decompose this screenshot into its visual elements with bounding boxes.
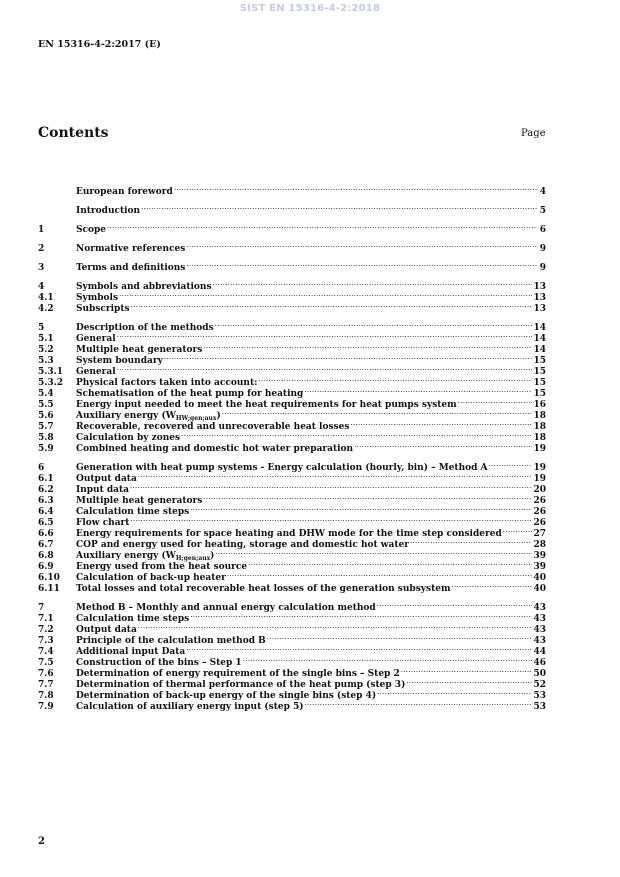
toc-entry-number: 6.9 bbox=[38, 562, 54, 572]
toc-entry-title: Combined heating and domestic hot water preparation bbox=[76, 444, 354, 454]
toc-entry-page: 18 bbox=[533, 433, 546, 443]
toc-entry-page: 14 bbox=[533, 334, 546, 344]
toc-entry-number: 7.1 bbox=[38, 614, 54, 624]
toc-entry-page: 44 bbox=[533, 647, 546, 657]
toc-leader-dots bbox=[305, 698, 533, 709]
toc-entry[interactable] bbox=[38, 259, 546, 273]
toc-entry-title: Physical factors taken into account: bbox=[76, 378, 258, 388]
toc-entry-number: 1 bbox=[38, 225, 45, 235]
toc-entry-page: 39 bbox=[533, 562, 546, 572]
toc-entry-number: 5.9 bbox=[38, 444, 54, 454]
toc-entry-title: Energy input needed to meet the heat requirements for heat pumps system bbox=[76, 400, 457, 410]
toc-entry-page: 13 bbox=[533, 304, 546, 314]
toc-entry-page: 26 bbox=[533, 507, 546, 517]
toc-entry[interactable] bbox=[38, 183, 546, 197]
toc-leader-dots bbox=[181, 429, 532, 440]
toc-entry-page: 6 bbox=[539, 225, 546, 235]
toc-leader-dots bbox=[131, 300, 533, 311]
toc-entry-subscript: HW;gen;aux bbox=[175, 415, 217, 422]
toc-entry-number: 5 bbox=[38, 323, 45, 333]
toc-leader-dots bbox=[258, 374, 532, 385]
toc-leader-dots bbox=[406, 676, 532, 687]
toc-leader-dots bbox=[186, 259, 537, 270]
toc-leader-dots bbox=[117, 363, 533, 374]
toc-entry-number: 3 bbox=[38, 263, 45, 273]
toc-entry-title: Determination of thermal performance of the heat pump (step 3) bbox=[76, 680, 406, 690]
toc-entry-number: 6.11 bbox=[38, 584, 60, 594]
toc-entry-number: 5.6 bbox=[38, 411, 54, 421]
toc-leader-dots bbox=[222, 407, 533, 418]
toc-entry-title: Calculation of auxiliary energy input (step 5) bbox=[76, 702, 304, 712]
toc-leader-dots bbox=[130, 514, 532, 525]
toc-entry-page: 5 bbox=[539, 206, 546, 216]
page-number: 2 bbox=[38, 836, 45, 847]
toc-entry-page: 40 bbox=[533, 584, 546, 594]
toc-entry-title: Normative references bbox=[76, 244, 186, 254]
table-of-contents bbox=[38, 183, 546, 712]
toc-entry-number: 6.3 bbox=[38, 496, 54, 506]
toc-entry-page: 26 bbox=[533, 518, 546, 528]
toc-entry-number: 6 bbox=[38, 463, 45, 473]
toc-entry-number: 2 bbox=[38, 244, 45, 254]
toc-entry-page: 9 bbox=[539, 244, 546, 254]
toc-entry[interactable] bbox=[38, 240, 546, 254]
toc-entry-title: Auxiliary energy $(W_{H;gen;aux})$ bbox=[76, 551, 215, 562]
toc-entry-page: 43 bbox=[533, 603, 546, 613]
toc-entry-title: Additional input Data bbox=[76, 647, 186, 657]
toc-leader-dots bbox=[354, 440, 532, 451]
toc-leader-dots bbox=[117, 330, 533, 341]
toc-entry-number: 5.7 bbox=[38, 422, 54, 432]
toc-entry-title: General bbox=[76, 367, 116, 377]
toc-entry-page: 27 bbox=[533, 529, 546, 539]
toc-entry-title: Flow chart bbox=[76, 518, 130, 528]
toc-entry-number: 5.5 bbox=[38, 400, 54, 410]
toc-leader-dots bbox=[489, 459, 533, 470]
toc-entry-number: 4 bbox=[38, 282, 45, 292]
toc-leader-dots bbox=[401, 665, 533, 676]
toc-entry-page: 14 bbox=[533, 323, 546, 333]
toc-leader-dots bbox=[186, 240, 537, 251]
toc-entry-number: 5.2 bbox=[38, 345, 54, 355]
toc-leader-dots bbox=[190, 503, 532, 514]
toc-entry-page: 20 bbox=[533, 485, 546, 495]
toc-leader-dots bbox=[248, 558, 532, 569]
toc-leader-dots bbox=[107, 221, 537, 232]
toc-entry-page: 43 bbox=[533, 625, 546, 635]
toc-entry-title: General bbox=[76, 334, 116, 344]
toc-entry-title: Subscripts bbox=[76, 304, 130, 314]
toc-leader-dots bbox=[503, 525, 533, 536]
toc-entry-page: 18 bbox=[533, 422, 546, 432]
toc-entry-number: 4.2 bbox=[38, 304, 54, 314]
toc-entry-title: Determination of back-up energy of the single bins (step 4) bbox=[76, 691, 377, 701]
toc-entry-number: 6.4 bbox=[38, 507, 54, 517]
toc-entry-number: 6.5 bbox=[38, 518, 54, 528]
toc-entry-title: Terms and definitions bbox=[76, 263, 186, 273]
toc-entry-title: Auxiliary energy $(W_{HW;gen;aux})$ bbox=[76, 411, 221, 422]
toc-entry-number: 7.6 bbox=[38, 669, 54, 679]
toc-entry-page: 52 bbox=[533, 680, 546, 690]
toc-entry-page: 14 bbox=[533, 345, 546, 355]
toc-entry[interactable] bbox=[38, 278, 546, 292]
toc-entry-page: 18 bbox=[533, 411, 546, 421]
toc-entry-page: 50 bbox=[533, 669, 546, 679]
toc-entry-number: 7.5 bbox=[38, 658, 54, 668]
toc-entry-page: 26 bbox=[533, 496, 546, 506]
toc-leader-dots bbox=[451, 580, 532, 591]
toc-leader-dots bbox=[119, 289, 532, 300]
toc-entry-page: 19 bbox=[533, 474, 546, 484]
toc-entry-title: Calculation of back-up heater bbox=[76, 573, 226, 583]
toc-entry-page: 13 bbox=[533, 282, 546, 292]
toc-entry-title: Schematisation of the heat pump for heating bbox=[76, 389, 304, 399]
toc-leader-dots bbox=[164, 352, 533, 363]
document-id: EN 15316-4-2:2017 (E) bbox=[38, 39, 161, 50]
toc-entry-title: Output data bbox=[76, 474, 137, 484]
toc-entry-title: Construction of the bins – Step 1 bbox=[76, 658, 242, 668]
toc-leader-dots bbox=[215, 547, 532, 558]
toc-leader-dots bbox=[203, 341, 532, 352]
toc-entry-number: 5.4 bbox=[38, 389, 54, 399]
toc-entry-title: Symbols bbox=[76, 293, 119, 303]
toc-entry-page: 46 bbox=[533, 658, 546, 668]
toc-entry-page: 39 bbox=[533, 551, 546, 561]
toc-entry-page: 43 bbox=[533, 614, 546, 624]
toc-entry-page: 9 bbox=[539, 263, 546, 273]
toc-entry-page: 15 bbox=[533, 367, 546, 377]
toc-entry-number: 4.1 bbox=[38, 293, 54, 303]
toc-entry[interactable] bbox=[38, 319, 546, 333]
toc-entry-page: 28 bbox=[533, 540, 546, 550]
toc-entry-page: 40 bbox=[533, 573, 546, 583]
toc-entry-page: 13 bbox=[533, 293, 546, 303]
toc-entry-page: 53 bbox=[533, 691, 546, 701]
toc-entry-number: 7.4 bbox=[38, 647, 54, 657]
toc-entry-subscript: H;gen;aux bbox=[175, 555, 211, 562]
toc-entry-page: 15 bbox=[533, 389, 546, 399]
toc-entry-title: Principle of the calculation method B bbox=[76, 636, 266, 646]
toc-leader-dots bbox=[377, 687, 532, 698]
toc-entry-title: Generation with heat pump systems - Energy calculation (hourly, bin) – Method A bbox=[76, 463, 488, 473]
watermark: SIST EN 15316-4-2:2018 bbox=[239, 3, 381, 14]
toc-entry-title: Introduction bbox=[76, 206, 141, 216]
toc-entry[interactable] bbox=[38, 599, 546, 613]
toc-entry-number: 5.3 bbox=[38, 356, 54, 366]
toc-entry-title: Multiple heat generators bbox=[76, 345, 203, 355]
toc-entry-number: 6.1 bbox=[38, 474, 54, 484]
toc-entry[interactable] bbox=[38, 221, 546, 235]
toc-leader-dots bbox=[186, 643, 532, 654]
toc-entry-number: 5.3.1 bbox=[38, 367, 64, 377]
toc-entry-title: Description of the methods bbox=[76, 323, 214, 333]
toc-entry-number: 7.3 bbox=[38, 636, 54, 646]
toc-leader-dots bbox=[243, 654, 533, 665]
toc-entry-title: Method B – Monthly and annual energy calculation method bbox=[76, 603, 376, 613]
toc-leader-dots bbox=[267, 632, 533, 643]
toc-leader-dots bbox=[203, 492, 532, 503]
toc-leader-dots bbox=[350, 418, 532, 429]
toc-entry-page: 43 bbox=[533, 636, 546, 646]
toc-entry-number: 6.10 bbox=[38, 573, 60, 583]
toc-leader-dots bbox=[227, 569, 533, 580]
toc-entry-title: Determination of energy requirement of the single bins – Step 2 bbox=[76, 669, 400, 679]
toc-leader-dots bbox=[304, 385, 532, 396]
toc-entry-number: 6.7 bbox=[38, 540, 54, 550]
toc-entry-number: 6.6 bbox=[38, 529, 54, 539]
toc-entry-title: Energy used from the heat source bbox=[76, 562, 248, 572]
toc-entry-title: Calculation time steps bbox=[76, 614, 190, 624]
toc-entry-title: Recoverable, recovered and unrecoverable heat losses bbox=[76, 422, 350, 432]
toc-entry-title: Calculation time steps bbox=[76, 507, 190, 517]
toc-entry-number: 7.2 bbox=[38, 625, 54, 635]
toc-leader-dots bbox=[410, 536, 532, 547]
toc-entry-title: Output data bbox=[76, 625, 137, 635]
toc-entry-number: 5.3.2 bbox=[38, 378, 64, 388]
toc-leader-dots bbox=[190, 610, 532, 621]
toc-entry-number: 6.8 bbox=[38, 551, 54, 561]
toc-entry-page: 19 bbox=[533, 444, 546, 454]
toc-entry-title: Energy requirements for space heating and DHW mode for the time step considered bbox=[76, 529, 502, 539]
toc-leader-dots bbox=[141, 202, 537, 213]
toc-leader-dots bbox=[138, 470, 533, 481]
contents-heading: Contents bbox=[38, 125, 109, 141]
toc-entry-page: 15 bbox=[533, 378, 546, 388]
toc-entry-number: 5.1 bbox=[38, 334, 54, 344]
toc-entry-title: European foreword bbox=[76, 187, 173, 197]
toc-entry-number: 7.8 bbox=[38, 691, 54, 701]
toc-entry[interactable] bbox=[38, 459, 546, 473]
toc-entry-title: Calculation by zones bbox=[76, 433, 181, 443]
toc-entry-title: Symbols and abbreviations bbox=[76, 282, 212, 292]
toc-entry-page: 4 bbox=[539, 187, 546, 197]
toc-entry-title: Multiple heat generators bbox=[76, 496, 203, 506]
toc-leader-dots bbox=[130, 481, 532, 492]
toc-entry-title: COP and energy used for heating, storage and domestic hot water bbox=[76, 540, 409, 550]
toc-entry-title: Input data bbox=[76, 485, 129, 495]
toc-entry-page: 16 bbox=[533, 400, 546, 410]
toc-leader-dots bbox=[215, 319, 533, 330]
toc-leader-dots bbox=[377, 599, 533, 610]
toc-leader-dots bbox=[174, 183, 537, 194]
page-column-label: Page bbox=[521, 128, 546, 139]
toc-entry-title: Scope bbox=[76, 225, 107, 235]
toc-leader-dots bbox=[213, 278, 533, 289]
toc-entry-number: 5.8 bbox=[38, 433, 54, 443]
toc-entry-number: 7.9 bbox=[38, 702, 54, 712]
toc-entry[interactable] bbox=[38, 202, 546, 216]
toc-entry-number: 6.2 bbox=[38, 485, 54, 495]
toc-entry-title: System boundary bbox=[76, 356, 163, 366]
toc-entry-page: 53 bbox=[533, 702, 546, 712]
toc-entry-page: 15 bbox=[533, 356, 546, 366]
toc-entry-number: 7 bbox=[38, 603, 45, 613]
toc-entry-page: 19 bbox=[533, 463, 546, 473]
toc-leader-dots bbox=[138, 621, 533, 632]
toc-leader-dots bbox=[458, 396, 533, 407]
toc-entry-title: Total losses and total recoverable heat losses of the generation subsystem bbox=[76, 584, 451, 594]
toc-entry-number: 7.7 bbox=[38, 680, 54, 690]
